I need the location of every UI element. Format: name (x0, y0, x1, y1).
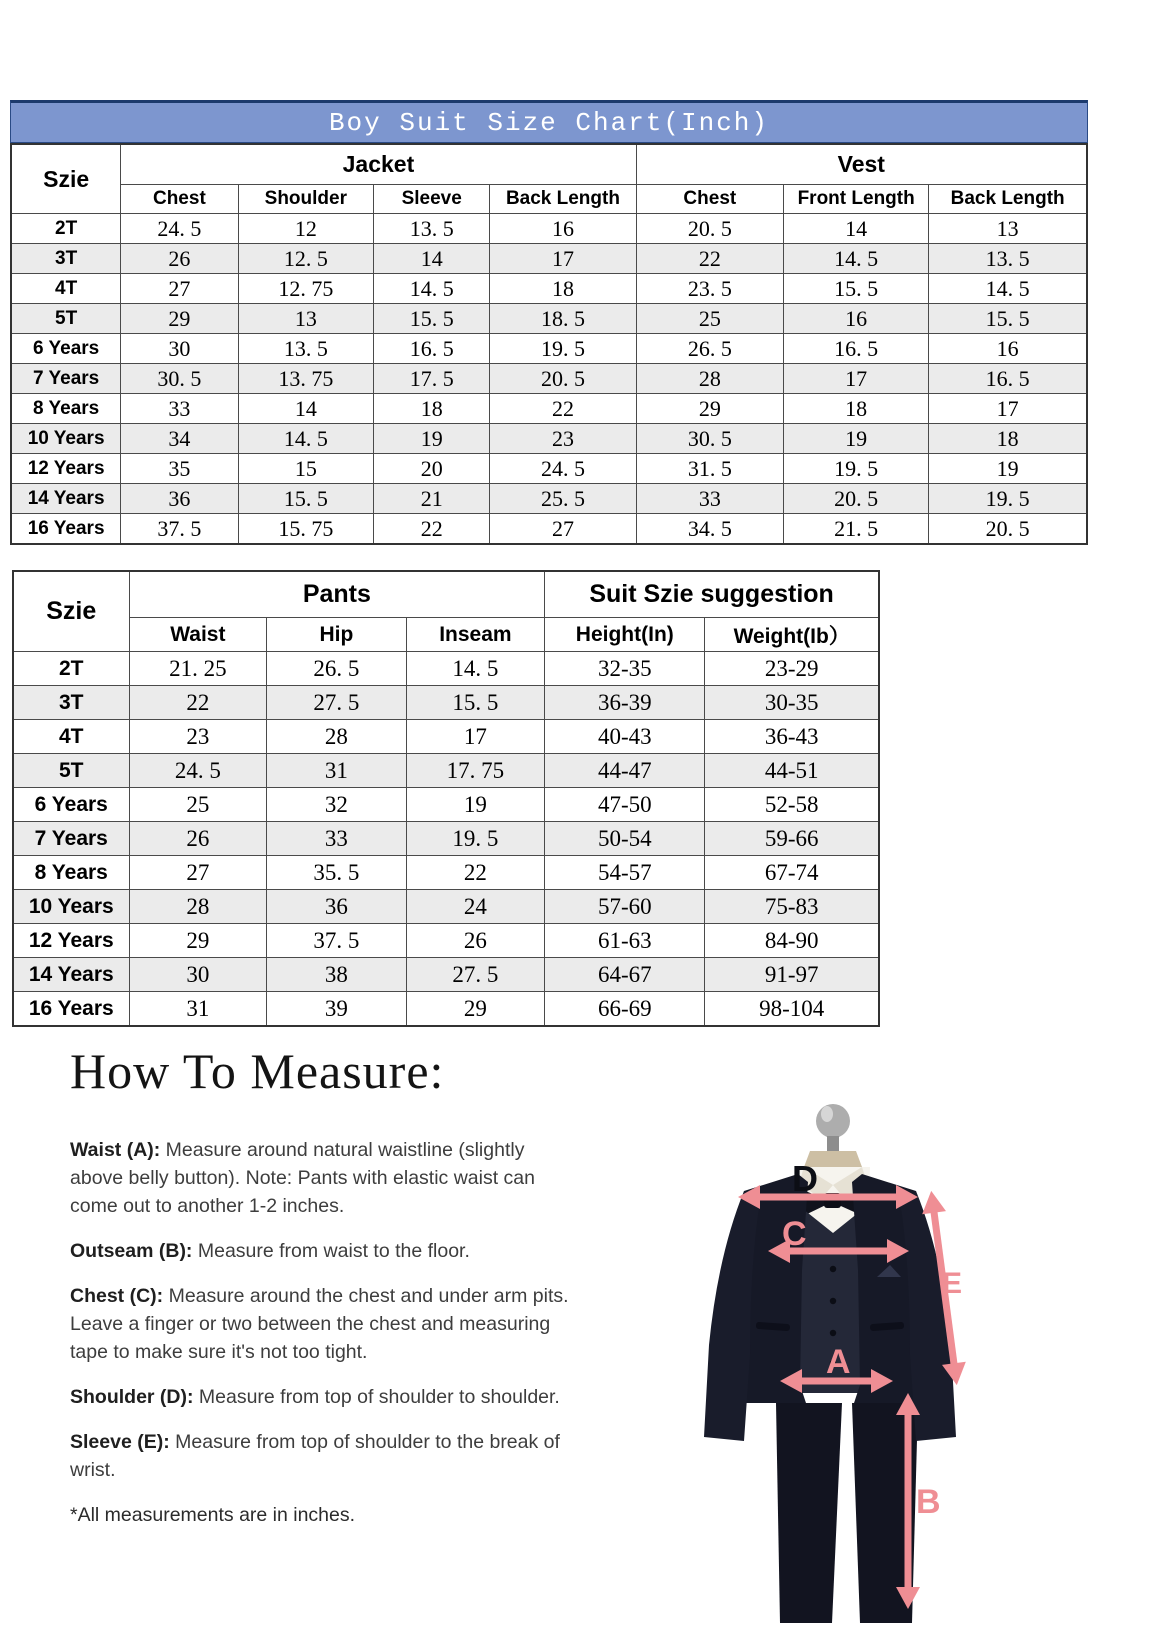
table-row (11, 334, 1087, 364)
column-header-front-length: Front Length (784, 185, 929, 214)
row-value: 35. 5 (267, 856, 406, 890)
table-row (13, 856, 879, 890)
row-value: 14. 5 (784, 244, 929, 274)
row-value: 27 (490, 514, 636, 545)
instruction-lead: Outseam (B): (70, 1240, 193, 1262)
row-value: 15 (238, 454, 374, 484)
row-value: 15. 5 (929, 304, 1087, 334)
column-header-chest: Chest (121, 185, 238, 214)
row-value: 34 (121, 424, 238, 454)
row-value: 13. 75 (238, 364, 374, 394)
how-to-measure-section (70, 1042, 580, 1546)
row-size-label: 10 Years (13, 890, 129, 924)
row-size-label: 8 Years (11, 394, 121, 424)
row-value: 12 (238, 214, 374, 244)
row-value: 14. 5 (406, 652, 545, 686)
row-value: 61-63 (545, 924, 705, 958)
group-header-row (11, 144, 1087, 185)
row-value: 38 (267, 958, 406, 992)
row-value: 37. 5 (121, 514, 238, 545)
row-value: 52-58 (705, 788, 879, 822)
how-to-measure-heading: How To Measure: (70, 1043, 445, 1099)
pants-suggestion-table (12, 570, 880, 1027)
row-size-label: 10 Years (11, 424, 121, 454)
table-row (11, 424, 1087, 454)
row-value: 36 (267, 890, 406, 924)
row-value: 22 (406, 856, 545, 890)
row-value: 18 (929, 424, 1087, 454)
row-value: 98-104 (705, 992, 879, 1027)
row-value: 30 (129, 958, 267, 992)
instruction-lead: Sleeve (E): (70, 1431, 170, 1453)
row-value: 12. 75 (238, 274, 374, 304)
row-value: 15. 5 (374, 304, 490, 334)
row-value: 16. 5 (929, 364, 1087, 394)
row-value: 26 (129, 822, 267, 856)
column-header-vest-back-length: Back Length (929, 185, 1087, 214)
row-value: 26 (121, 244, 238, 274)
row-value: 19. 5 (929, 484, 1087, 514)
row-value: 29 (636, 394, 783, 424)
row-value: 28 (129, 890, 267, 924)
row-size-label: 3T (13, 686, 129, 720)
measure-label-e: E (942, 1267, 963, 1300)
row-size-label: 5T (11, 304, 121, 334)
table-row (11, 454, 1087, 484)
row-value: 27 (129, 856, 267, 890)
row-value: 17 (490, 244, 636, 274)
row-value: 36-43 (705, 720, 879, 754)
pants-suggestion-section (12, 570, 880, 1027)
row-value: 28 (636, 364, 783, 394)
row-value: 30-35 (705, 686, 879, 720)
table-row (11, 514, 1087, 545)
column-header-row (11, 185, 1087, 214)
row-size-label: 14 Years (11, 484, 121, 514)
row-value: 35 (121, 454, 238, 484)
row-value: 20. 5 (929, 514, 1087, 545)
row-value: 14 (784, 214, 929, 244)
table-row (13, 992, 879, 1027)
boy-suit-size-chart-section (10, 100, 1088, 545)
row-size-label: 12 Years (13, 924, 129, 958)
row-value: 21. 5 (784, 514, 929, 545)
row-value: 57-60 (545, 890, 705, 924)
row-value: 44-47 (545, 754, 705, 788)
row-value: 37. 5 (267, 924, 406, 958)
pants-suggestion-table-body (13, 652, 879, 1027)
measure-label-d: D (792, 1158, 818, 1199)
row-value: 25 (129, 788, 267, 822)
table-row (13, 958, 879, 992)
row-value: 26 (406, 924, 545, 958)
instruction-lead: Chest (C): (70, 1285, 164, 1307)
row-value: 27. 5 (406, 958, 545, 992)
row-value: 25. 5 (490, 484, 636, 514)
measure-label-b: B (916, 1483, 941, 1521)
row-size-label: 2T (13, 652, 129, 686)
row-size-label: 2T (11, 214, 121, 244)
row-size-label: 5T (13, 754, 129, 788)
row-value: 36-39 (545, 686, 705, 720)
row-value: 18 (490, 274, 636, 304)
row-value: 24 (406, 890, 545, 924)
column-header-back-length: Back Length (490, 185, 636, 214)
mannequin-stand (827, 1136, 839, 1153)
row-value: 28 (267, 720, 406, 754)
row-value: 21 (374, 484, 490, 514)
table-row (11, 394, 1087, 424)
row-value: 26. 5 (267, 652, 406, 686)
row-value: 15. 5 (406, 686, 545, 720)
row-value: 13. 5 (929, 244, 1087, 274)
row-value: 27 (121, 274, 238, 304)
row-size-label: 6 Years (13, 788, 129, 822)
row-size-label: 12 Years (11, 454, 121, 484)
column-header-vest-chest: Chest (636, 185, 783, 214)
table-row (11, 244, 1087, 274)
measure-instruction-sleeve (70, 1428, 580, 1484)
row-size-label: 16 Years (13, 992, 129, 1027)
instruction-text: Measure from waist to the floor. (192, 1240, 470, 1262)
row-value: 29 (121, 304, 238, 334)
row-size-label: 6 Years (11, 334, 121, 364)
row-value: 44-51 (705, 754, 879, 788)
table-row (11, 214, 1087, 244)
row-size-label: 4T (11, 274, 121, 304)
row-value: 27. 5 (267, 686, 406, 720)
row-value: 14. 5 (238, 424, 374, 454)
row-value: 24. 5 (129, 754, 267, 788)
chart-title-bar (10, 100, 1088, 143)
suit-suggestion-group-header: Suit Szie suggestion (545, 571, 879, 618)
row-value: 31 (129, 992, 267, 1027)
instruction-text: Measure around the chest and under arm pits. Leave a finger or two between the chest and measuring tape to make sure it's not too tight. (70, 1285, 569, 1363)
row-value: 31. 5 (636, 454, 783, 484)
row-value: 54-57 (545, 856, 705, 890)
row-value: 26. 5 (636, 334, 783, 364)
instruction-text: Measure around natural waistline (slightly above belly button). Note: Pants with elastic waist can come out to another 1-2 inches. (70, 1139, 535, 1217)
row-value: 22 (636, 244, 783, 274)
row-size-label: 8 Years (13, 856, 129, 890)
measure-instruction-waist (70, 1136, 580, 1220)
chart-title: Boy Suit Size Chart(Inch) (328, 107, 770, 138)
column-header-waist: Waist (129, 618, 267, 652)
suit-measurement-diagram (680, 1055, 980, 1650)
row-value: 67-74 (705, 856, 879, 890)
row-value: 40-43 (545, 720, 705, 754)
table-row (11, 274, 1087, 304)
measure-label-a: A (826, 1343, 851, 1381)
row-value: 30. 5 (121, 364, 238, 394)
row-value: 17. 75 (406, 754, 545, 788)
instruction-lead: Shoulder (D): (70, 1386, 194, 1408)
instruction-text: Measure from top of shoulder to the break of wrist. (70, 1431, 560, 1481)
row-value: 23 (129, 720, 267, 754)
row-value: 22 (490, 394, 636, 424)
row-value: 50-54 (545, 822, 705, 856)
row-value: 19 (406, 788, 545, 822)
size-corner-header: Szie (11, 144, 121, 214)
row-value: 16. 5 (784, 334, 929, 364)
measure-instruction-chest (70, 1282, 580, 1366)
jacket-vest-table-body (11, 214, 1087, 545)
column-header-inseam: Inseam (406, 618, 545, 652)
column-header-height: Height(In) (545, 618, 705, 652)
row-value: 16 (784, 304, 929, 334)
row-value: 14. 5 (374, 274, 490, 304)
row-size-label: 3T (11, 244, 121, 274)
row-value: 14 (238, 394, 374, 424)
row-size-label: 7 Years (11, 364, 121, 394)
row-value: 18 (374, 394, 490, 424)
table-row (13, 652, 879, 686)
row-value: 20. 5 (784, 484, 929, 514)
row-value: 20. 5 (490, 364, 636, 394)
row-value: 12. 5 (238, 244, 374, 274)
table-row (13, 822, 879, 856)
row-value: 39 (267, 992, 406, 1027)
row-value: 32 (267, 788, 406, 822)
row-value: 33 (636, 484, 783, 514)
row-size-label: 16 Years (11, 514, 121, 545)
jacket-group-header: Jacket (121, 144, 636, 185)
row-value: 16 (490, 214, 636, 244)
table-row (11, 304, 1087, 334)
row-value: 19. 5 (784, 454, 929, 484)
row-value: 13. 5 (374, 214, 490, 244)
row-value: 15. 5 (238, 484, 374, 514)
mannequin-head (816, 1104, 850, 1138)
row-value: 24. 5 (121, 214, 238, 244)
jacket-vest-size-table (10, 143, 1088, 545)
column-header-hip: Hip (267, 618, 406, 652)
row-value: 29 (406, 992, 545, 1027)
row-value: 14 (374, 244, 490, 274)
row-value: 32-35 (545, 652, 705, 686)
row-value: 18. 5 (490, 304, 636, 334)
column-header-row (13, 618, 879, 652)
row-value: 19 (929, 454, 1087, 484)
row-value: 75-83 (705, 890, 879, 924)
table-row (11, 484, 1087, 514)
row-value: 23-29 (705, 652, 879, 686)
row-value: 20. 5 (636, 214, 783, 244)
row-value: 33 (121, 394, 238, 424)
row-value: 23. 5 (636, 274, 783, 304)
column-header-shoulder: Shoulder (238, 185, 374, 214)
table-row (13, 720, 879, 754)
row-value: 66-69 (545, 992, 705, 1027)
row-value: 23 (490, 424, 636, 454)
row-value: 17 (406, 720, 545, 754)
instruction-text: Measure from top of shoulder to shoulder. (193, 1386, 560, 1408)
row-value: 31 (267, 754, 406, 788)
table-row (13, 924, 879, 958)
pants (776, 1403, 842, 1623)
table-row (13, 686, 879, 720)
measure-instruction-outseam (70, 1237, 580, 1265)
row-value: 13. 5 (238, 334, 374, 364)
table-row (13, 890, 879, 924)
row-value: 13 (238, 304, 374, 334)
vest-group-header: Vest (636, 144, 1087, 185)
column-header-weight: Weight(Ib） (705, 618, 879, 652)
column-header-sleeve: Sleeve (374, 185, 490, 214)
table-row (11, 364, 1087, 394)
row-value: 24. 5 (490, 454, 636, 484)
row-size-label: 7 Years (13, 822, 129, 856)
row-value: 15. 5 (784, 274, 929, 304)
row-size-label: 14 Years (13, 958, 129, 992)
row-value: 25 (636, 304, 783, 334)
row-value: 15. 75 (238, 514, 374, 545)
row-value: 34. 5 (636, 514, 783, 545)
table-row (13, 754, 879, 788)
row-value: 19 (784, 424, 929, 454)
row-value: 29 (129, 924, 267, 958)
row-value: 16. 5 (374, 334, 490, 364)
row-value: 30. 5 (636, 424, 783, 454)
instruction-lead: Waist (A): (70, 1139, 161, 1161)
row-value: 22 (129, 686, 267, 720)
row-value: 30 (121, 334, 238, 364)
row-value: 84-90 (705, 924, 879, 958)
row-value: 64-67 (545, 958, 705, 992)
row-value: 33 (267, 822, 406, 856)
row-value: 19. 5 (490, 334, 636, 364)
row-value: 36 (121, 484, 238, 514)
row-value: 17 (784, 364, 929, 394)
pants-group-header: Pants (129, 571, 545, 618)
measurements-footnote: *All measurements are in inches. (70, 1504, 356, 1526)
row-value: 17. 5 (374, 364, 490, 394)
row-value: 22 (374, 514, 490, 545)
size-corner-header: Szie (13, 571, 129, 652)
row-value: 19 (374, 424, 490, 454)
row-value: 13 (929, 214, 1087, 244)
row-value: 14. 5 (929, 274, 1087, 304)
row-value: 16 (929, 334, 1087, 364)
row-value: 59-66 (705, 822, 879, 856)
row-value: 18 (784, 394, 929, 424)
row-value: 21. 25 (129, 652, 267, 686)
table-row (13, 788, 879, 822)
row-size-label: 4T (13, 720, 129, 754)
row-value: 17 (929, 394, 1087, 424)
group-header-row (13, 571, 879, 618)
row-value: 20 (374, 454, 490, 484)
row-value: 47-50 (545, 788, 705, 822)
measure-label-c: C (782, 1215, 807, 1253)
row-value: 19. 5 (406, 822, 545, 856)
measure-instruction-shoulder (70, 1383, 580, 1411)
row-value: 91-97 (705, 958, 879, 992)
